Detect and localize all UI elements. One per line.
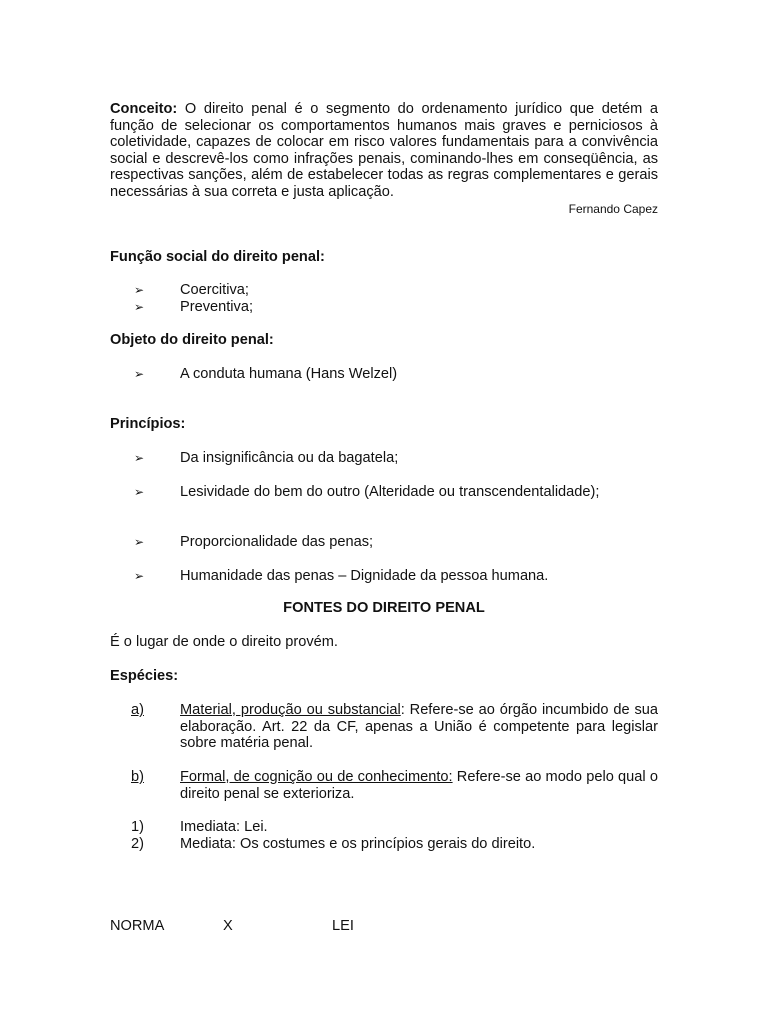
concept-label: Conceito:	[110, 101, 178, 117]
author-attribution: Fernando Capez	[568, 202, 658, 216]
bullet-arrow-icon: ➢	[134, 569, 145, 583]
objeto-item-1: A conduta humana (Hans Welzel)	[180, 366, 398, 382]
principio-item-3: Proporcionalidade das penas;	[180, 534, 374, 550]
item-b-label: b)	[131, 769, 144, 785]
footer-lei: LEI	[332, 918, 354, 934]
principio-item-1: Da insignificância ou da bagatela;	[180, 450, 399, 466]
principio-item-4: Humanidade das penas – Dignidade da pessoa humana.	[180, 568, 549, 584]
concept-text: O direito penal é o segmento do ordenamento jurídico que detém a função de selecionar os comportamentos humanos mais graves e perniciosos à coletividade, capazes de colocar em risco valores fundamentais para a convivência social e descrevê-los como infrações penais, cominando-lhes em conseqüência, as respectivas sanções, além de estabelecer todas as regras complementares e gerais necessárias à sua correta e justa aplicação.	[110, 101, 658, 200]
concept-paragraph	[110, 101, 658, 201]
item-a-text	[180, 702, 658, 752]
numbered-text-2: Mediata: Os costumes e os princípios gerais do direito.	[180, 836, 536, 852]
bullet-arrow-icon: ➢	[134, 485, 145, 499]
bullet-arrow-icon: ➢	[134, 451, 145, 465]
funcao-item-2: Preventiva;	[180, 299, 254, 315]
item-a-term: Material, produção ou substancial	[180, 702, 401, 718]
footer-x: X	[223, 918, 233, 934]
item-b-description: Refere-se ao modo pelo qual o direito penal se exterioriza.	[180, 769, 658, 802]
funcao-item-1: Coercitiva;	[180, 282, 249, 298]
footer-norma: NORMA	[110, 918, 165, 934]
item-b-text	[180, 769, 658, 802]
numbered-label-1: 1)	[131, 819, 144, 835]
principios-heading: Princípios:	[110, 416, 186, 432]
fontes-intro: É o lugar de onde o direito provém.	[110, 634, 338, 650]
bullet-arrow-icon: ➢	[134, 300, 145, 314]
bullet-arrow-icon: ➢	[134, 535, 145, 549]
item-a-label: a)	[131, 702, 144, 718]
bullet-arrow-icon: ➢	[134, 367, 145, 381]
principio-item-2: Lesividade do bem do outro (Alteridade ou transcendentalidade);	[180, 484, 600, 500]
objeto-heading: Objeto do direito penal:	[110, 332, 274, 348]
bullet-arrow-icon: ➢	[134, 283, 145, 297]
numbered-label-2: 2)	[131, 836, 144, 852]
section-title: FONTES DO DIREITO PENAL	[283, 600, 485, 616]
funcao-heading: Função social do direito penal:	[110, 249, 325, 265]
item-a-description: : Refere-se ao órgão incumbido de sua elaboração. Art. 22 da CF, apenas a União é competente para legislar sobre matéria penal.	[180, 702, 658, 752]
especies-heading: Espécies:	[110, 668, 179, 684]
numbered-text-1: Imediata: Lei.	[180, 819, 268, 835]
item-b-term: Formal, de cognição ou de conhecimento:	[180, 769, 453, 785]
